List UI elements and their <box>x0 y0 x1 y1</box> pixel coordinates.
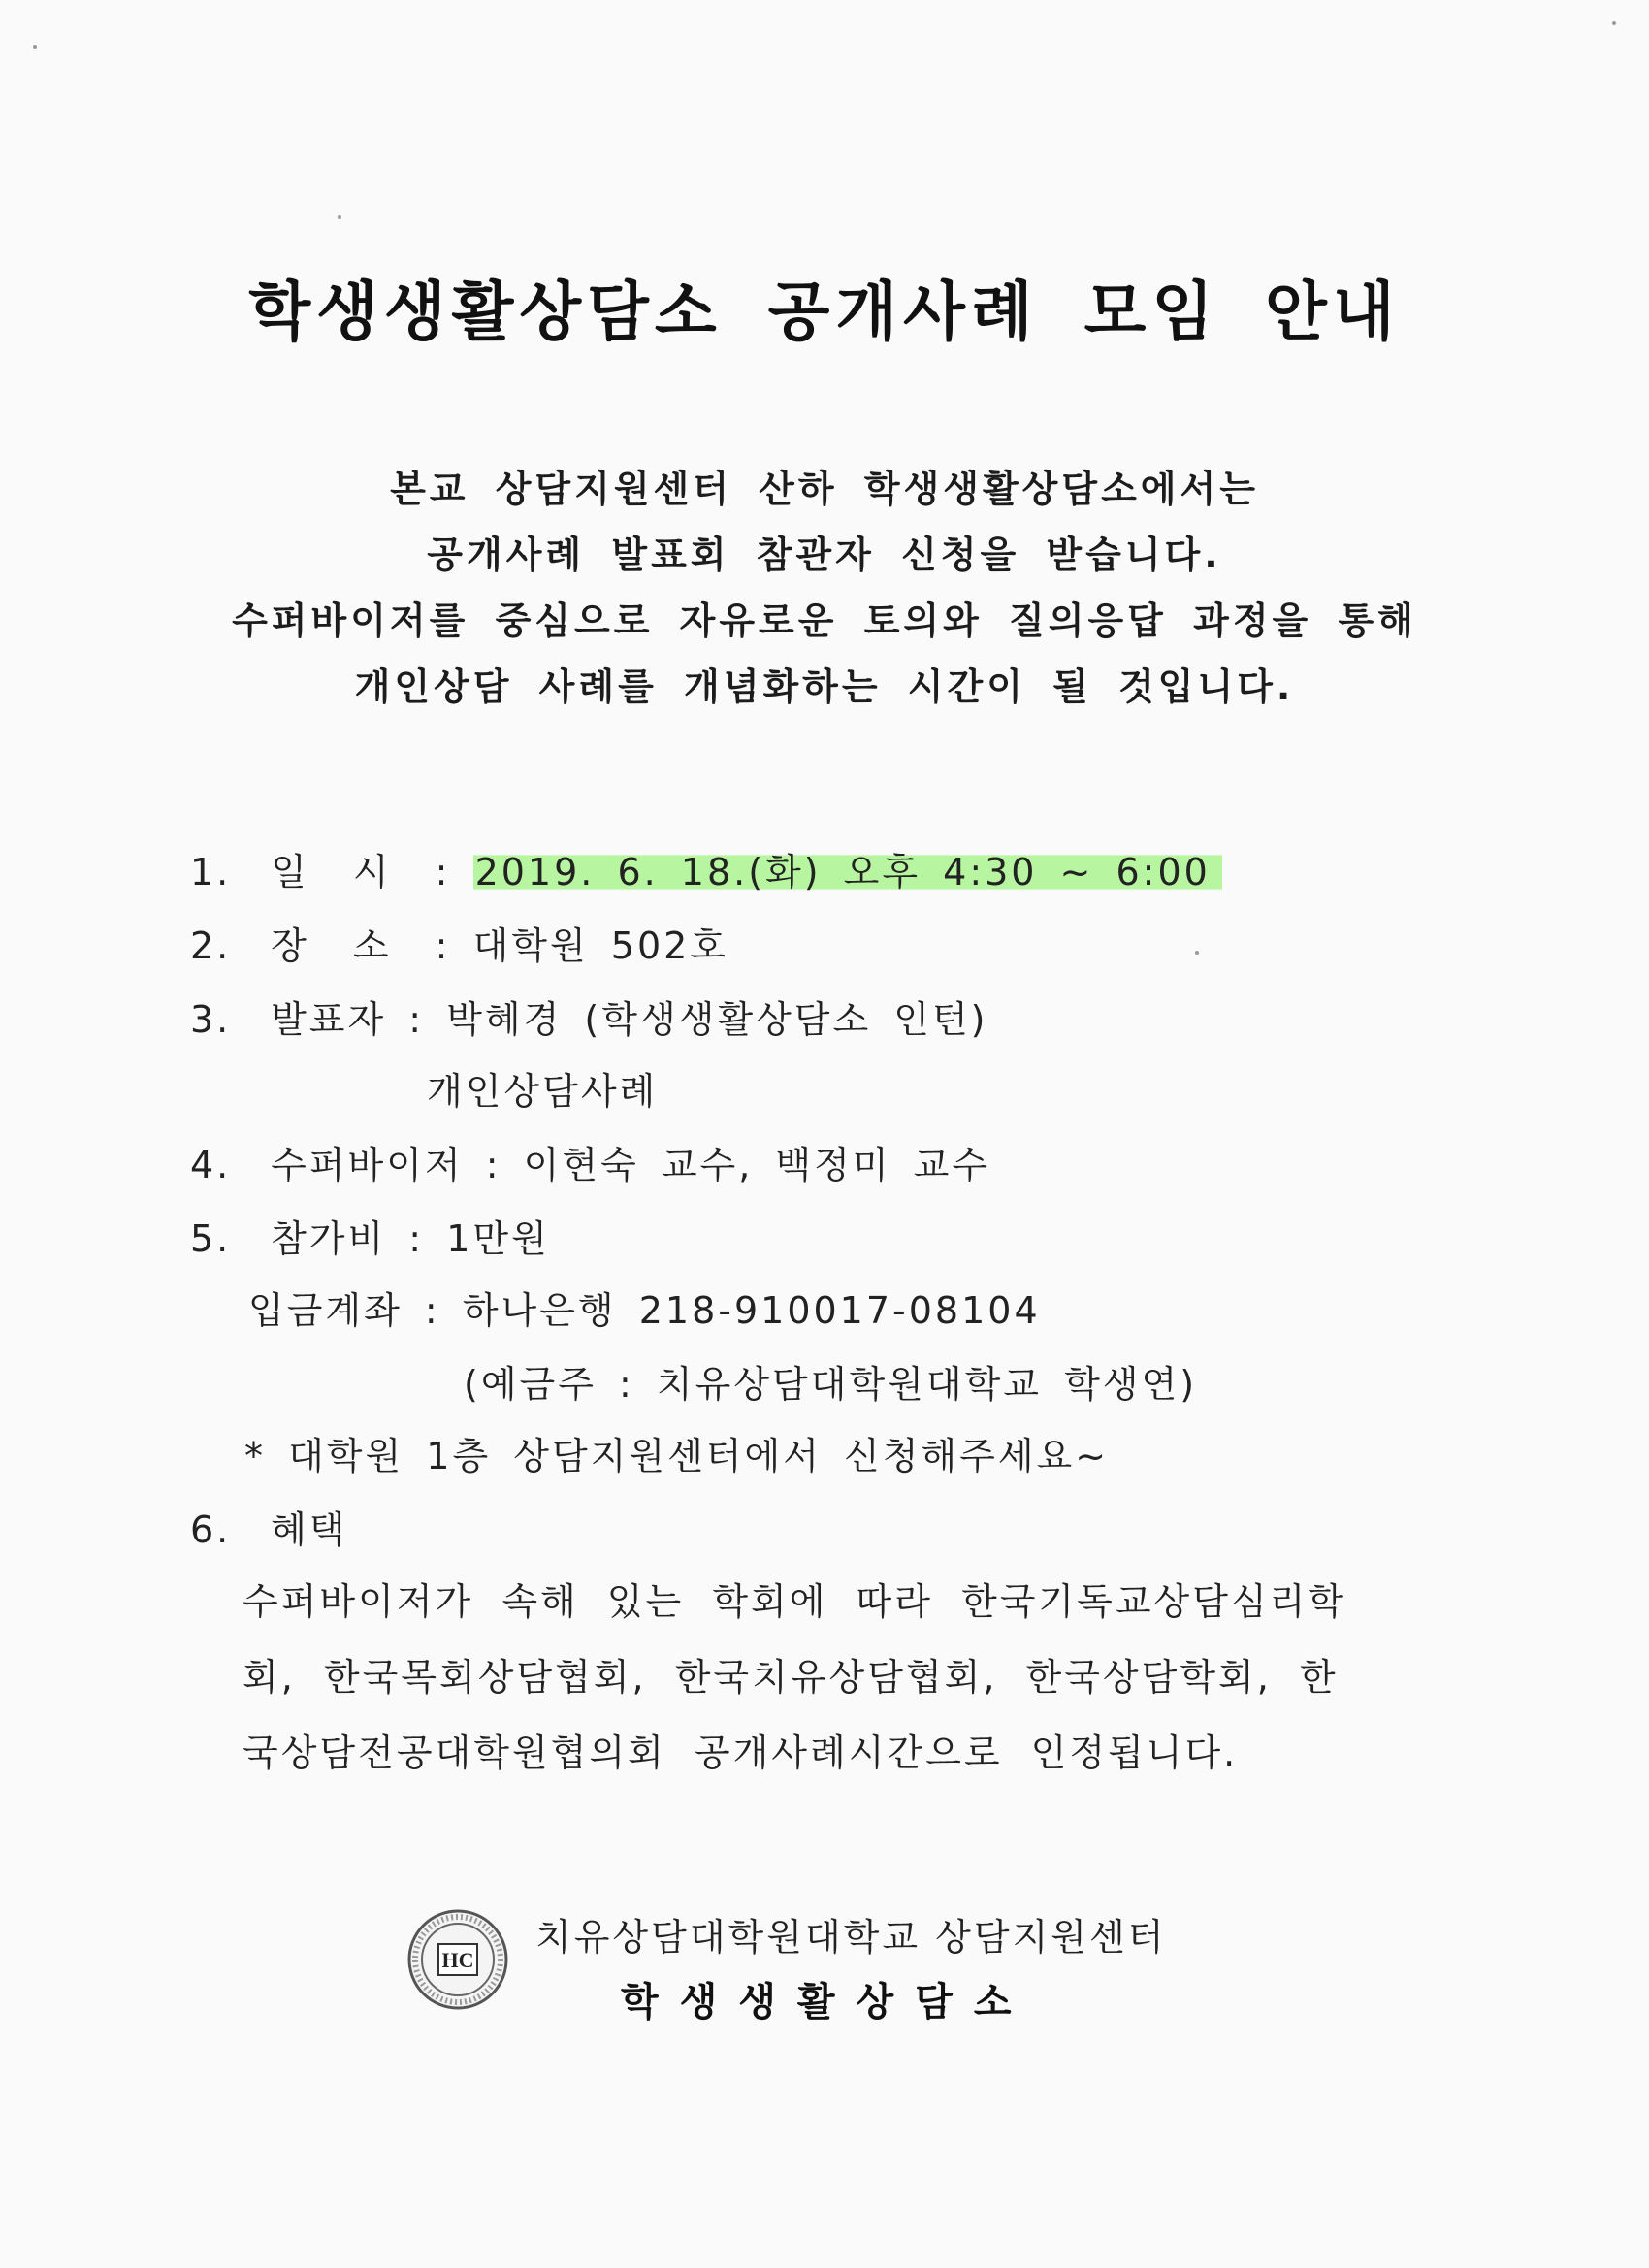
item-value: 박혜경 (학생생활상담소 인턴) <box>446 998 988 1041</box>
intro-paragraph <box>0 456 1649 720</box>
item-number: 5. <box>190 1217 232 1260</box>
highlighted-date: 2019. 6. 18.(화) 오후 4:30 ~ 6:00 <box>473 851 1222 893</box>
item-label: 수퍼바이저 : <box>271 1144 501 1186</box>
item-value: 1만원 <box>446 1217 550 1260</box>
item-fee <box>190 1209 550 1262</box>
item-label: 참가비 : <box>271 1217 425 1260</box>
benefit-line: 국상담전공대학원협의회 공개사례시간으로 인정됩니다. <box>242 1732 1239 1774</box>
item-presenter-sub: 개인상담사례 <box>427 1070 659 1113</box>
item-value: 대학원 502호 <box>472 924 729 967</box>
item-number: 2. <box>190 924 232 967</box>
scan-speck <box>1195 951 1199 955</box>
scan-speck <box>338 215 341 219</box>
school-seal-icon <box>405 1907 510 2012</box>
item-benefit <box>190 1500 348 1553</box>
item-presenter <box>190 989 988 1043</box>
item-number: 1. <box>190 851 232 893</box>
benefit-paragraph <box>242 1564 1416 1791</box>
organization-name: 치유상담대학원대학교 상담지원센터 <box>535 1916 1167 1959</box>
item-supervisor <box>190 1135 990 1188</box>
scan-speck <box>33 45 37 49</box>
item-place <box>190 916 728 969</box>
seal-letters: HC <box>441 1948 474 1972</box>
item-value: 이현숙 교수, 백정미 교수 <box>523 1144 991 1186</box>
scan-speck <box>1612 21 1616 25</box>
item-label: 혜택 <box>271 1508 348 1551</box>
item-number: 6. <box>190 1508 232 1551</box>
benefit-line: 수퍼바이저가 속해 있는 학회에 따라 한국기독교상담심리학 <box>242 1580 1347 1623</box>
benefit-line: 회, 한국목회상담협회, 한국치유상담협회, 한국상담학회, 한 <box>242 1656 1339 1699</box>
item-label: 발표자 : <box>271 998 425 1041</box>
item-date <box>190 842 1222 895</box>
item-value: 하나은행 218-910017-08104 <box>462 1289 1041 1332</box>
intro-line: 공개사례 발표회 참관자 신청을 받습니다. <box>427 534 1222 576</box>
office-name: 학생생활상담소 <box>621 1980 1033 2025</box>
item-account <box>248 1280 1041 1334</box>
account-holder: (예금주 : 치유상담대학원대학교 학생연) <box>464 1363 1198 1406</box>
page-title: 학생생활상담소 공개사례 모임 안내 <box>248 275 1401 349</box>
item-label: 일 시 : <box>271 851 451 893</box>
item-number: 4. <box>190 1144 232 1186</box>
signup-note: * 대학원 1층 상담지원센터에서 신청해주세요~ <box>244 1435 1110 1477</box>
item-number: 3. <box>190 998 232 1041</box>
item-label: 장 소 : <box>271 924 451 967</box>
intro-line: 본교 상담지원센터 산하 학생생활상담소에서는 <box>390 468 1259 510</box>
item-label: 입금계좌 : <box>248 1289 440 1332</box>
intro-line: 수퍼바이저를 중심으로 자유로운 토의와 질의응답 과정을 통해 <box>232 599 1417 642</box>
intro-line: 개인상담 사례를 개념화하는 시간이 될 것입니다. <box>354 665 1295 708</box>
